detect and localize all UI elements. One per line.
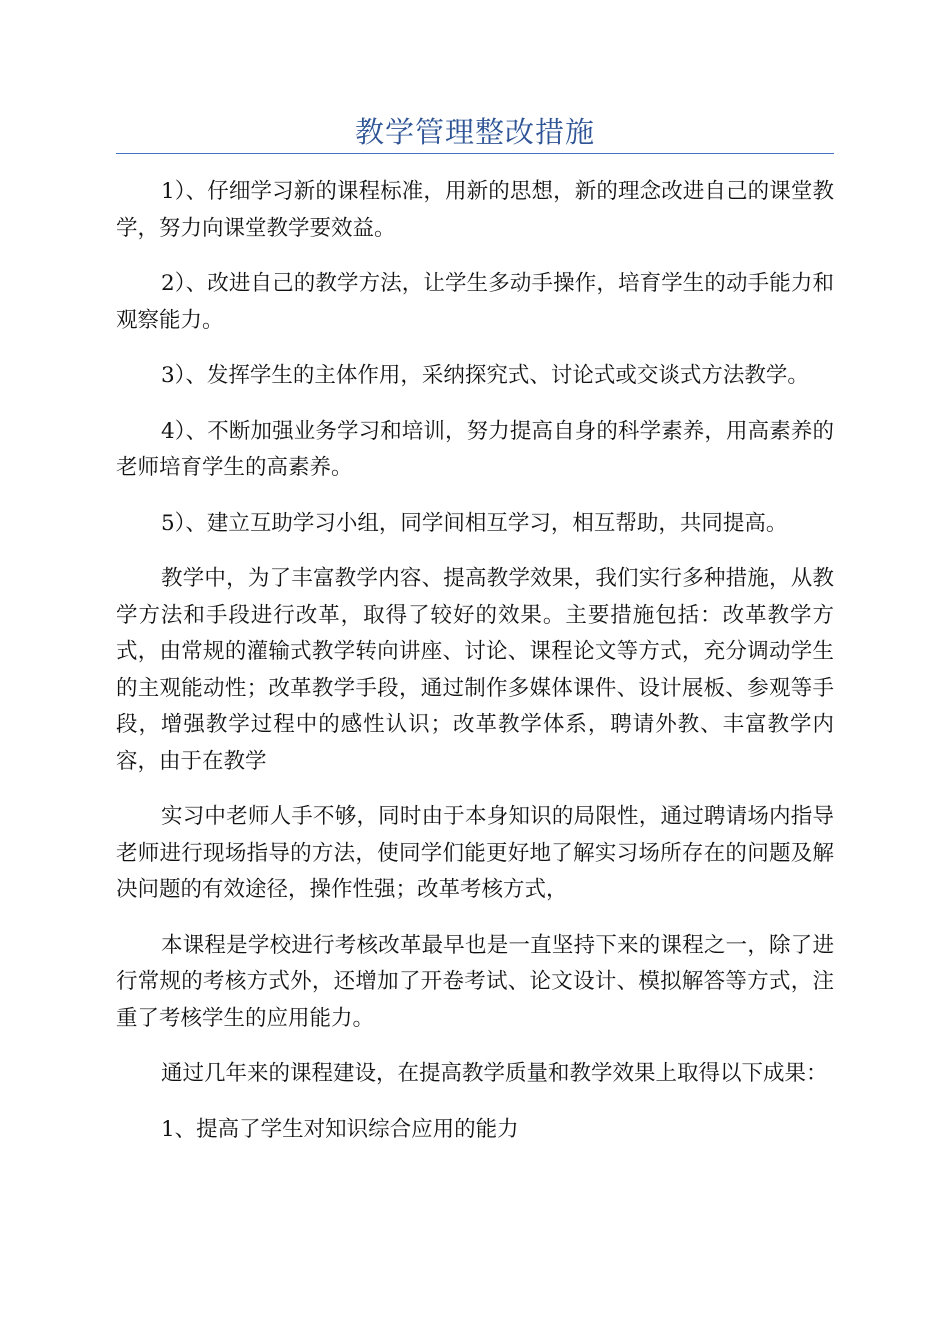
paragraph-measure-2: 2）、改进自己的教学方法，让学生多动手操作，培育学生的动手能力和观察能力。 [116,271,834,333]
paragraph-assessment: 本课程是学校进行考核改革最早也是一直坚持下来的课程之一，除了进行常规的考核方式外，还增加了开卷考试、论文设计、模拟解答等方式，注重了考核学生的应用能力。 [116,932,834,1031]
paragraph-measure-4: 4）、不断加强业务学习和培训，努力提高自身的科学素养，用高素养的老师培育学生的高素养。 [116,418,834,480]
paragraph-results-intro: 通过几年来的课程建设，在提高教学质量和教学效果上取得以下成果： [161,1061,828,1086]
paragraph-measure-5: 5）、建立互助学习小组，同学间相互学习，相互帮助，共同提高。 [161,510,788,536]
paragraph-internship: 实习中老师人手不够，同时由于本身知识的局限性，通过聘请场内指导老师进行现场指导的方法，使同学们能更好地了解实习场所存在的问题及解决问题的有效途径，操作性强；改革考核方式， [116,804,834,902]
paragraph-measure-1: 1）、仔细学习新的课程标准，用新的思想，新的理念改进自己的课堂教学，努力向课堂教学要效益。 [116,179,834,241]
title-underline [116,153,834,154]
paragraph-teaching-reform: 教学中，为了丰富教学内容、提高教学效果，我们实行多种措施，从教学方法和手段进行改革，取得了较好的效果。主要措施包括：改革教学方式，由常规的灌输式教学转向讲座、讨论、课程论文等方式，充分调动学生的主观能动性；改革教学手段，通过制作多媒体课件、设计展板、参观等手段，增强教学过程中的感性认识；改革教学体系，聘请外教、丰富教学内容，由于在教学 [116,566,834,774]
paragraph-result-1: 1、提高了学生对知识综合应用的能力 [161,1116,519,1142]
document-title: 教学管理整改措施 [354,115,595,149]
paragraph-measure-3: 3）、发挥学生的主体作用，采纳探究式、讨论式或交谈式方法教学。 [161,363,809,388]
document-body [116,174,834,1167]
